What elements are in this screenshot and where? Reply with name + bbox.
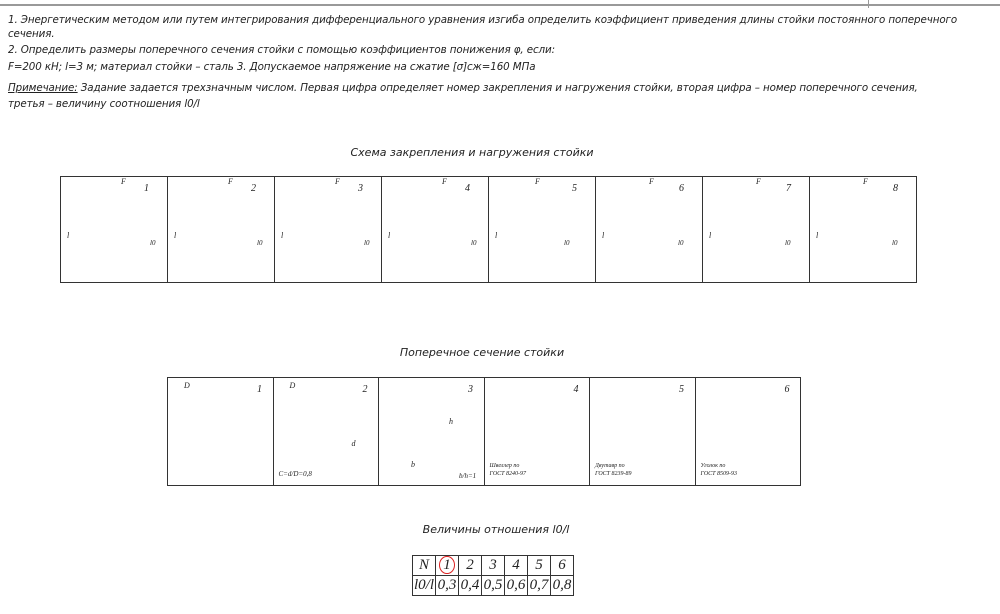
sub-length-label: l0 (892, 239, 898, 247)
scheme-panel-4 (382, 177, 489, 282)
section-panel-4 (485, 378, 591, 485)
section-number: 1 (257, 384, 262, 395)
ratio-header-cell: 4 (505, 556, 528, 576)
schemes-row (60, 176, 917, 283)
scheme-number: 6 (679, 183, 684, 194)
length-label: l (281, 231, 284, 240)
ratio-values-row (413, 576, 574, 596)
ratio-header-cell: 5 (528, 556, 551, 576)
force-label: F (335, 177, 340, 186)
ratio-header-cell (436, 556, 459, 576)
ratio-value-cell: 0,7 (528, 576, 551, 596)
ratio-value-cell: 0,8 (551, 576, 574, 596)
scheme-panel-2 (168, 177, 275, 282)
section-panel-6 (696, 378, 801, 485)
sub-length-label: l0 (471, 239, 477, 247)
sub-length-label: l0 (364, 239, 370, 247)
scheme-number: 3 (358, 183, 363, 194)
ratio-value-cell: 0,3 (436, 576, 459, 596)
task-line-1b: сечения. (8, 28, 55, 40)
scheme-panel-6 (596, 177, 703, 282)
note-line (8, 82, 918, 94)
length-label: l (388, 231, 391, 240)
section-panel-5 (590, 378, 696, 485)
note-text: Задание задается трехзначным числом. Первая цифра определяет номер закрепления и нагружения стойки, вторая цифра – номер поперечного сечения, (77, 82, 918, 94)
ratio-header-cell: 6 (551, 556, 574, 576)
scheme-panel-1 (61, 177, 168, 282)
force-label: F (535, 177, 540, 186)
ratio-header-cell: 3 (482, 556, 505, 576)
sections-title: Поперечное сечение стойки (399, 346, 565, 359)
sub-length-label: l0 (785, 239, 791, 247)
scheme-number: 4 (465, 183, 470, 194)
note-label: Примечание: (8, 82, 78, 94)
section-number: 6 (784, 384, 790, 395)
length-label: l (495, 231, 498, 240)
length-label: l (602, 231, 605, 240)
gost-note: Швеллер по ГОСТ 8240-97 (489, 463, 527, 477)
section-number: 3 (468, 384, 473, 395)
diameter-label: D (184, 381, 190, 390)
gost-note: Двутавр по ГОСТ 8239-89 (595, 463, 632, 477)
force-label: F (442, 177, 447, 186)
task-line-2: 2. Определить размеры поперечного сечения стойки с помощью коэффициентов понижения φ, если: (8, 44, 556, 56)
section-number: 2 (362, 384, 368, 395)
sub-length-label: l0 (678, 239, 684, 247)
ratio-value-cell: 0,5 (482, 576, 505, 596)
force-label: F (228, 177, 233, 186)
force-label: F (649, 177, 654, 186)
inner-diameter-label: d (351, 439, 356, 448)
section-panel-1 (168, 378, 274, 485)
height-label: h (449, 417, 453, 426)
scheme-number: 2 (251, 183, 256, 194)
ratio-value-cell: 0,6 (505, 576, 528, 596)
section-number: 4 (573, 384, 579, 395)
length-label: l (174, 231, 177, 240)
ratio-header-row (413, 556, 574, 576)
top-border (0, 0, 1000, 6)
length-label: l (816, 231, 819, 240)
scheme-panel-7 (703, 177, 810, 282)
force-label: F (863, 177, 868, 186)
gost-note: Уголок по ГОСТ 8509-93 (700, 463, 738, 477)
top-divider (868, 0, 869, 8)
ratio-header-cell: 2 (459, 556, 482, 576)
scheme-number: 7 (786, 183, 791, 194)
sub-length-label: l0 (257, 239, 263, 247)
length-label: l (67, 231, 70, 240)
scheme-number: 5 (572, 183, 577, 194)
ratio-title: Величины отношения l0/l (422, 523, 570, 536)
diameter-label: D (289, 381, 296, 390)
task-line-3: F=200 кН; l=3 м; материал стойки – сталь 3. Допускаемое напряжение на сжатие [σ]сж=160 МПа (8, 61, 536, 73)
force-label: F (121, 177, 126, 186)
scheme-panel-5 (489, 177, 596, 282)
length-label: l (709, 231, 712, 240)
ratio-note: C=d/D=0,8 (278, 470, 312, 478)
note-line-2: третья – величину соотношения l0/l (8, 98, 200, 110)
sections-row (167, 377, 801, 486)
ratio-table (412, 555, 574, 596)
section-panel-2 (274, 378, 380, 485)
ratio-value-cell: 0,4 (459, 576, 482, 596)
selected-marker: 1 (439, 556, 455, 574)
sub-length-label: l0 (564, 239, 570, 247)
scheme-panel-3 (275, 177, 382, 282)
section-number: 5 (679, 384, 684, 395)
ratio-value-cell: l0/l (413, 576, 436, 596)
scheme-number: 8 (893, 183, 898, 194)
ratio-note: b/h=1 (459, 472, 477, 480)
sub-length-label: l0 (150, 239, 156, 247)
width-label: b (411, 460, 415, 469)
schemes-title: Схема закрепления и нагружения стойки (350, 146, 594, 159)
task-line-1: 1. Энергетическим методом или путем интегрирования дифференциального уравнения изгиба определить коэффициент приведения длины стойки постоянного поперечного (8, 14, 958, 26)
force-label: F (756, 177, 761, 186)
scheme-panel-8 (810, 177, 916, 282)
ratio-header-cell: N (413, 556, 436, 576)
scheme-number: 1 (144, 183, 149, 194)
section-panel-3 (379, 378, 485, 485)
